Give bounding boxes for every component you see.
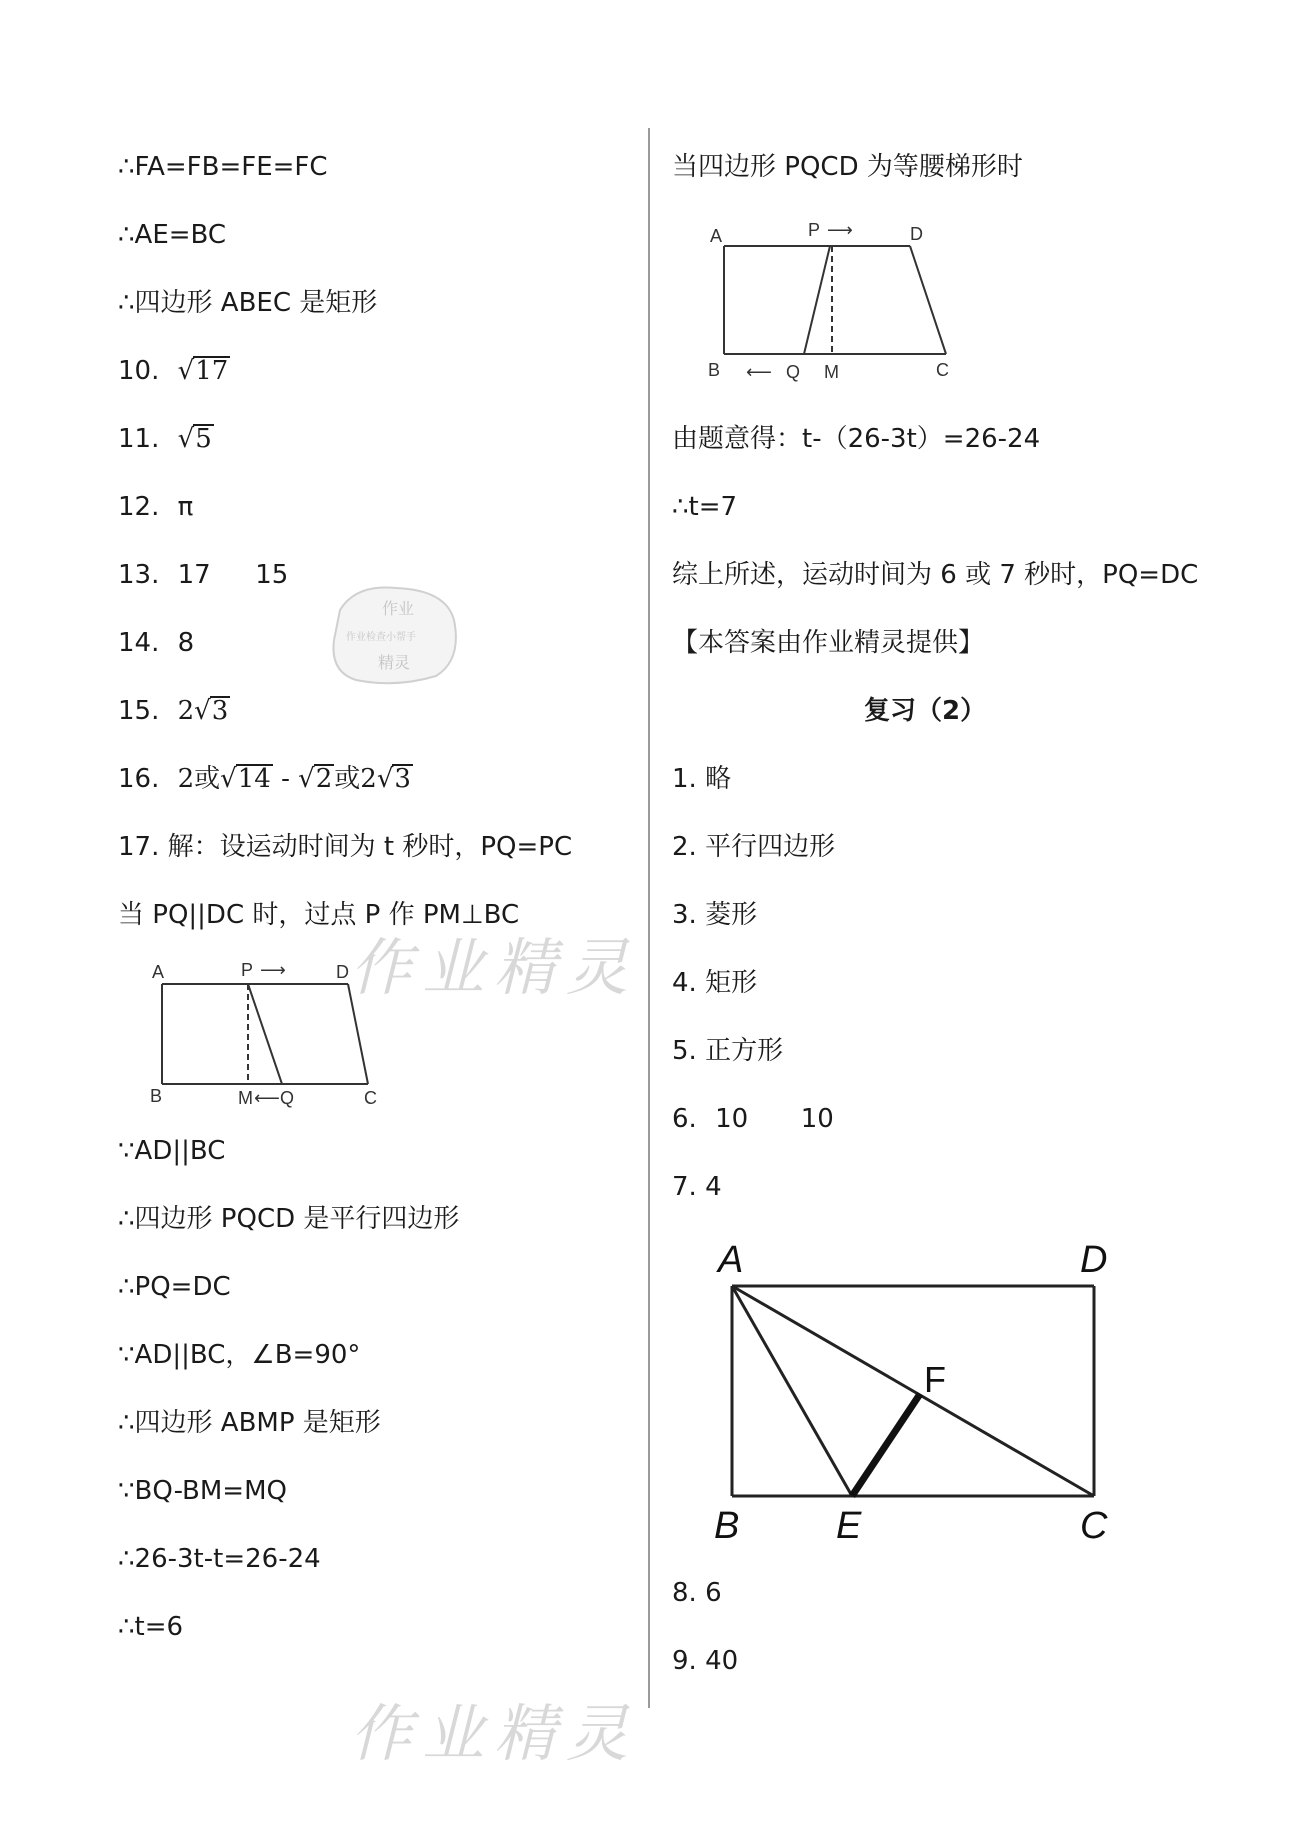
- segment-PQ: [248, 984, 282, 1084]
- radicand: 14: [237, 764, 271, 794]
- answer-value: 8: [177, 628, 195, 658]
- arrow-right-icon: ⟶: [827, 220, 853, 240]
- proof-line: 17. 解：设运动时间为 t 秒时，PQ=PC: [118, 832, 573, 862]
- label-A: A: [710, 226, 723, 246]
- proof-line: 综上所述，运动时间为 6 或 7 秒时，PQ=DC: [672, 560, 1199, 590]
- answer-line: 3. 菱形: [672, 900, 758, 930]
- answer-number: 16.: [118, 764, 160, 794]
- proof-line: 当 PQ||DC 时，过点 P 作 PM⊥BC: [118, 900, 520, 930]
- arrow-right-icon: ⟶: [260, 960, 286, 980]
- proof-line: ∴PQ=DC: [118, 1272, 231, 1302]
- figure-trapezoid-case: [700, 208, 970, 388]
- answer-line: 7. 4: [672, 1172, 722, 1202]
- label-B: B: [150, 1086, 163, 1106]
- proof-line: ∴t=7: [672, 492, 738, 522]
- label-E: E: [836, 1505, 862, 1547]
- watermark-stamp: [326, 580, 466, 690]
- answer-number: 11.: [118, 424, 160, 454]
- label-F: F: [924, 1359, 946, 1400]
- answer-line: 1. 略: [672, 764, 732, 794]
- diagonal-AC: [732, 1286, 1094, 1496]
- label-B: B: [714, 1505, 740, 1547]
- segment-PQ: [804, 246, 830, 354]
- label-A: A: [152, 962, 165, 982]
- source-note: 【本答案由作业精灵提供】: [672, 628, 985, 658]
- answer-line: 8. 6: [672, 1578, 722, 1608]
- expression-part: -: [272, 764, 299, 794]
- proof-line: ∴AE=BC: [118, 220, 227, 250]
- proof-line: ∴FA=FB=FE=FC: [118, 152, 328, 182]
- label-A: A: [718, 1239, 744, 1281]
- answer-line: 4. 矩形: [672, 968, 758, 998]
- sqrt-expression: √14: [220, 764, 271, 794]
- answer-10: [118, 354, 230, 388]
- label-Q: Q: [786, 362, 801, 382]
- proof-line: ∵AD||BC，∠B=90°: [118, 1340, 361, 1370]
- answer-number: 6.: [672, 1104, 697, 1134]
- sqrt-expression: √5: [177, 424, 212, 454]
- answer-value: 10: [800, 1104, 834, 1134]
- answer-value: π: [177, 492, 194, 522]
- expression-part: 2或: [177, 764, 221, 794]
- proof-line: ∴四边形 PQCD 是平行四边形: [118, 1204, 460, 1234]
- label-P: P: [808, 220, 821, 240]
- sqrt-expression: √3: [376, 764, 411, 794]
- stamp-mid-text: 作业检查小帮手: [346, 632, 416, 643]
- answer-line: 5. 正方形: [672, 1036, 784, 1066]
- label-Q: Q: [280, 1088, 295, 1108]
- answer-11: [118, 422, 214, 456]
- answer-line: 2. 平行四边形: [672, 832, 836, 862]
- radicand: 5: [195, 424, 212, 454]
- answer-number: 10.: [118, 356, 160, 386]
- answer-16: [118, 762, 413, 796]
- radicand: 17: [195, 356, 229, 386]
- answer-14: [118, 626, 194, 660]
- segment-EF-bold: [852, 1394, 920, 1496]
- answer-13: [118, 558, 288, 592]
- arrow-left-icon: ⟵: [746, 362, 772, 382]
- section-title: 复习（2）: [864, 696, 987, 726]
- proof-line: ∵BQ-BM=MQ: [118, 1476, 287, 1506]
- label-M: M: [824, 362, 839, 382]
- answer-number: 13.: [118, 560, 160, 590]
- label-D: D: [1080, 1239, 1108, 1281]
- coefficient: 2: [177, 696, 195, 726]
- answer-number: 12.: [118, 492, 160, 522]
- answer-number: 15.: [118, 696, 160, 726]
- proof-line: ∴t=6: [118, 1612, 184, 1642]
- answer-12: [118, 490, 193, 524]
- proof-line: 当四边形 PQCD 为等腰梯形时: [672, 152, 1023, 182]
- proof-line: ∵AD||BC: [118, 1136, 226, 1166]
- answer-6: [672, 1102, 834, 1136]
- proof-line: 由题意得：t-（26-3t）=26-24: [672, 424, 1041, 454]
- label-D: D: [336, 962, 349, 982]
- label-P: P: [241, 960, 254, 980]
- radicand: 3: [394, 764, 411, 794]
- segment-AE: [732, 1286, 852, 1496]
- answer-number: 14.: [118, 628, 160, 658]
- watermark-text: 作业精灵: [350, 931, 639, 1004]
- radicand: 2: [315, 764, 333, 794]
- sqrt-expression: √3: [194, 696, 229, 726]
- answer-value: 10: [715, 1104, 749, 1134]
- stamp-icon: [326, 580, 466, 690]
- segment-DC: [910, 246, 946, 354]
- answer-value: 17: [177, 560, 211, 590]
- label-C: C: [936, 360, 949, 380]
- label-C: C: [1080, 1505, 1108, 1547]
- label-B: B: [708, 360, 721, 380]
- proof-line: ∴26-3t-t=26-24: [118, 1544, 321, 1574]
- label-C: C: [364, 1088, 377, 1108]
- label-D: D: [910, 224, 923, 244]
- figure-rectangle-abcd: [700, 1236, 1130, 1556]
- answer-15: [118, 694, 230, 728]
- stamp-bottom-text: 精灵: [378, 655, 411, 672]
- sqrt-expression: √2: [298, 764, 333, 794]
- answer-line: 9. 40: [672, 1646, 739, 1676]
- column-divider: [648, 128, 650, 1708]
- radicand: 3: [211, 696, 229, 726]
- watermark-text: 作业精灵: [350, 1697, 639, 1770]
- sqrt-expression: √17: [177, 356, 229, 386]
- proof-line: ∴四边形 ABEC 是矩形: [118, 288, 378, 318]
- stamp-top-text: 作业: [382, 601, 415, 618]
- answer-value: 15: [255, 560, 289, 590]
- label-M: M: [238, 1088, 253, 1108]
- arrow-left-icon: ⟵: [254, 1088, 280, 1108]
- proof-line: ∴四边形 ABMP 是矩形: [118, 1408, 381, 1438]
- expression-part: 或2: [334, 764, 377, 794]
